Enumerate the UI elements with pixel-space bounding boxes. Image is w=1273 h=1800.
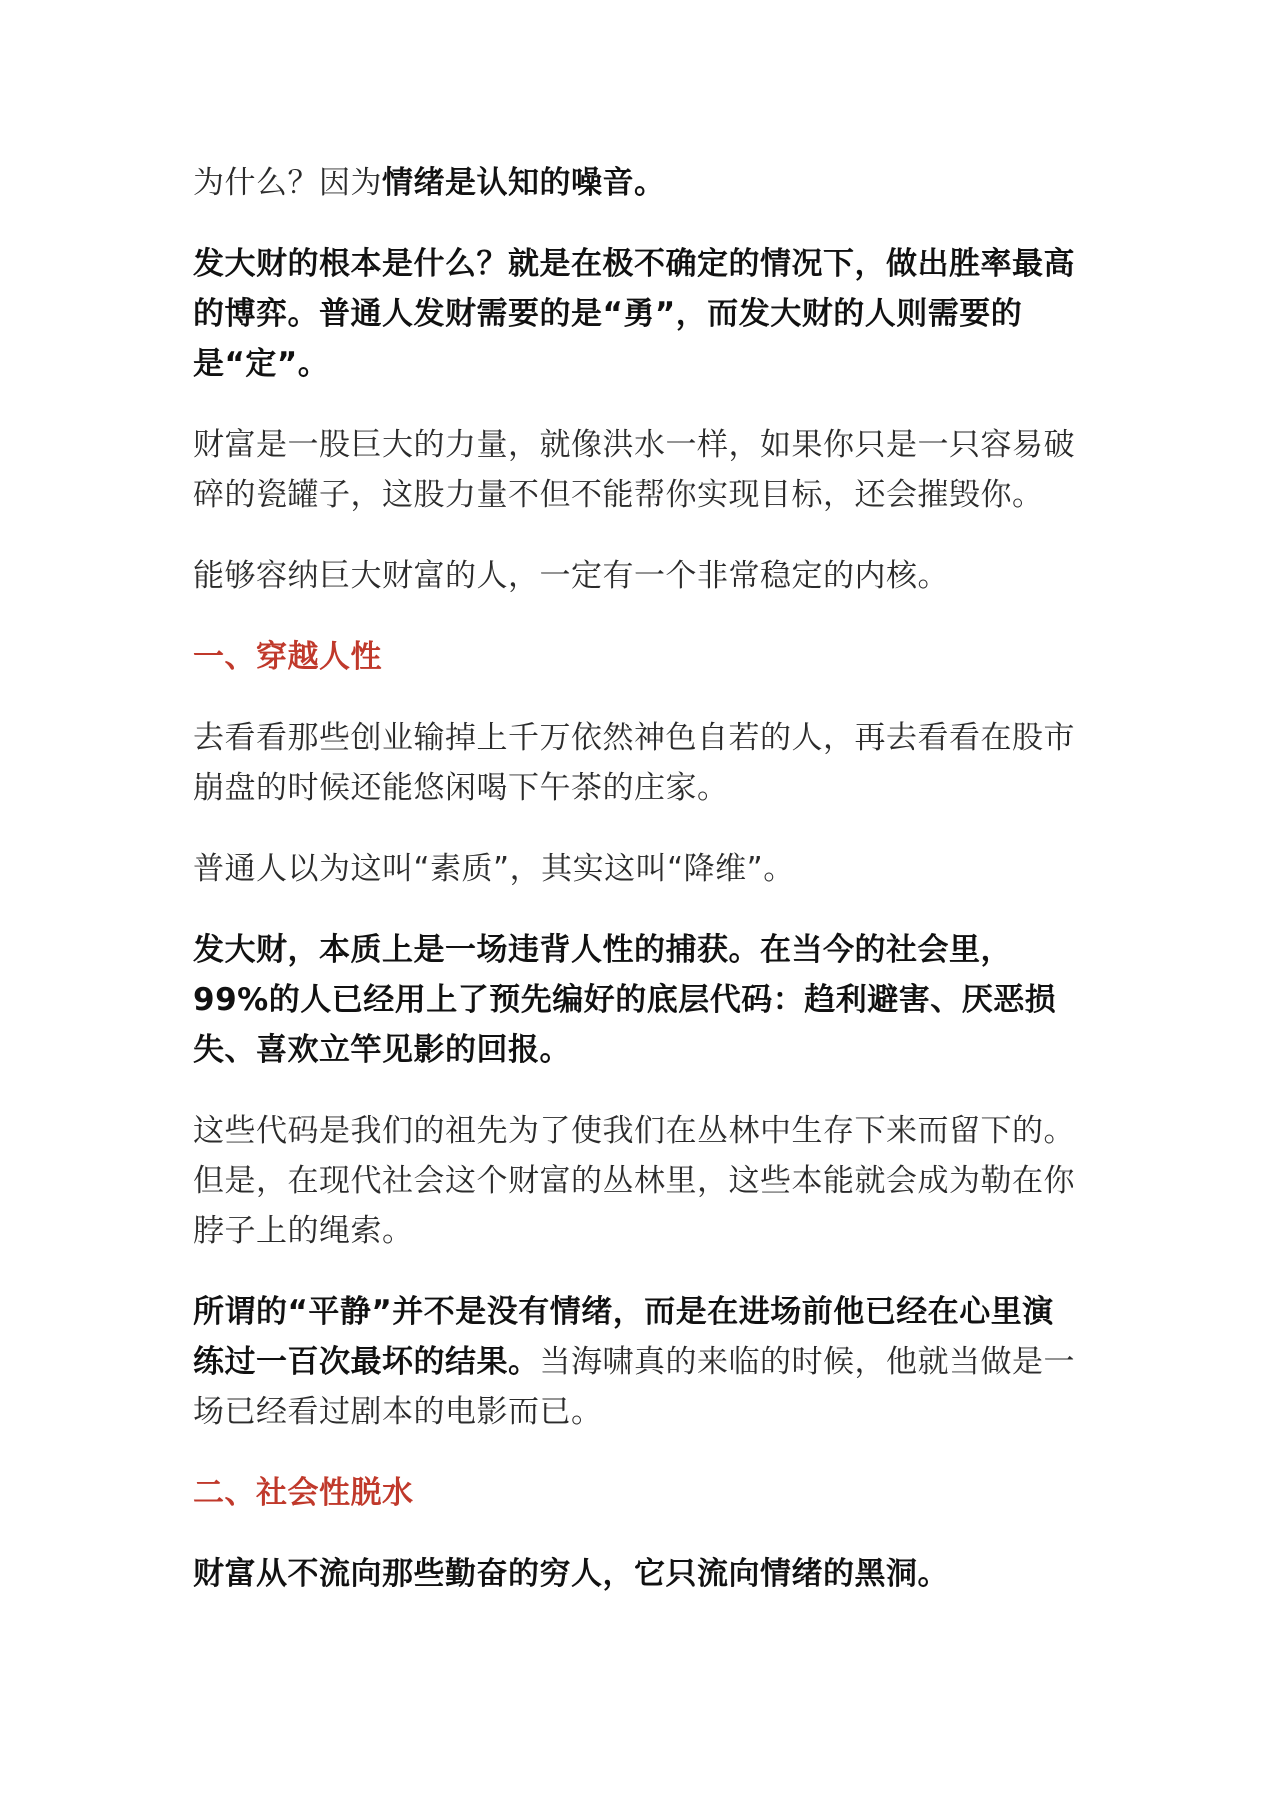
section-heading-1: 一、穿越人性 (193, 639, 382, 675)
paragraph-wealth-force: 财富是一股巨大的力量，就像洪水一样，如果你只是一只容易破碎的瓷罐子，这股力量不但不能帮你实现目标，还会摧毁你。 (193, 427, 1075, 513)
emphasis-text: 情绪是认知的噪音。 (382, 165, 666, 201)
paragraph-fortune-root: 发大财的根本是什么？就是在极不确定的情况下，做出胜率最高的博弈。普通人发财需要的是“勇”，而发大财的人则需要的是“定”。 (193, 246, 1075, 382)
paragraph-text: 当海啸真的来临的时候，他就当做是一场已经看过剧本的电影而已。 (193, 1344, 1075, 1430)
paragraph-dimension: 普通人以为这叫“素质”，其实这叫“降维”。 (193, 851, 795, 887)
section-heading-2: 二、社会性脱水 (193, 1475, 414, 1511)
paragraph-wealth-flow: 财富从不流向那些勤奋的穷人，它只流向情绪的黑洞。 (193, 1556, 949, 1592)
emphasis-text: 所谓的“平静”并不是没有情绪，而是在进场前他已经在心里演练过一百次最坏的结果。 (193, 1294, 1054, 1380)
paragraph-text: 为什么？因为 (193, 165, 382, 201)
paragraph-ancestors-code: 这些代码是我们的祖先为了使我们在丛林中生存下来而留下的。但是，在现代社会这个财富的丛林里，这些本能就会成为勒在你脖子上的绳索。 (193, 1113, 1075, 1249)
paragraph-emotion-noise (193, 158, 1083, 208)
paragraph-calm-meaning (193, 1287, 1083, 1437)
paragraph-stable-core: 能够容纳巨大财富的人，一定有一个非常稳定的内核。 (193, 558, 949, 594)
paragraph-calm-people: 去看看那些创业输掉上千万依然神色自若的人，再去看看在股市崩盘的时候还能悠闲喝下午茶的庄家。 (193, 720, 1075, 806)
paragraph-human-nature: 发大财，本质上是一场违背人性的捕获。在当今的社会里，99%的人已经用上了预先编好的底层代码：趋利避害、厌恶损失、喜欢立竿见影的回报。 (193, 932, 1057, 1068)
